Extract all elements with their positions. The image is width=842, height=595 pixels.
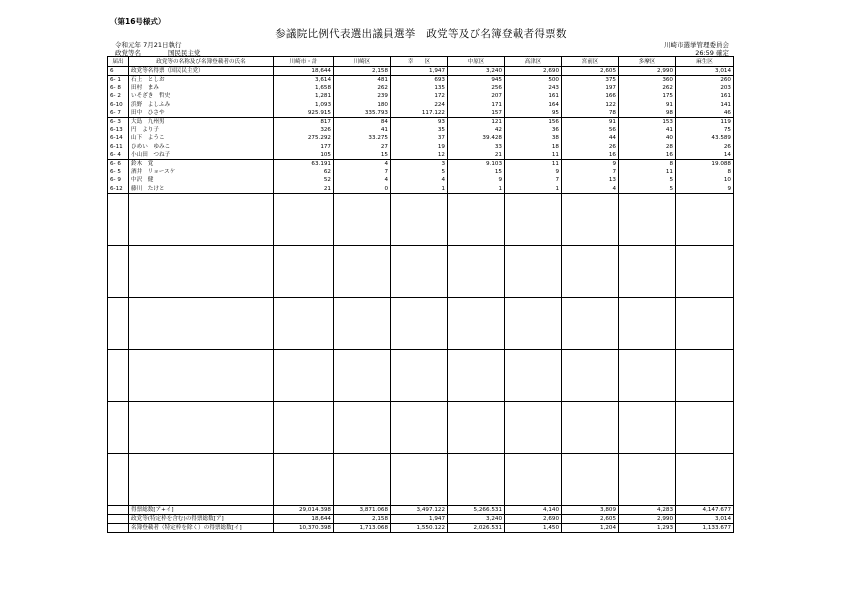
vote-count: 5 [619, 184, 676, 193]
blank-cell [505, 401, 562, 453]
vote-count: 15 [448, 168, 505, 176]
row-name: 政党等名得票（国民民主党） [129, 67, 274, 76]
blank-cell [274, 297, 334, 349]
vote-count: 2,990 [619, 514, 676, 523]
vote-count: 12 [391, 151, 448, 160]
document-title: 参議院比例代表選出議員選挙 政党等及び名簿登載者得票数 [275, 28, 567, 40]
blank-cell [274, 245, 334, 297]
row-name: 浜野 よしふみ [129, 101, 274, 109]
blank-cell [129, 349, 274, 401]
vote-count: 3,240 [448, 514, 505, 523]
party-name: 国民民主党 [168, 49, 201, 57]
party-row [108, 67, 734, 76]
form-number: （第16号様式） [110, 17, 166, 26]
vote-count: 3,240 [448, 67, 505, 76]
vote-count: 4 [391, 176, 448, 184]
row-number: 6- 4 [108, 151, 129, 160]
vote-count: 1,658 [274, 84, 334, 92]
vote-count: 38 [505, 134, 562, 142]
candidate-row [108, 117, 734, 126]
blank-cell [676, 297, 734, 349]
blank-cell [505, 193, 562, 245]
vote-count: 161 [505, 92, 562, 100]
vote-count: 5,266.531 [448, 505, 505, 514]
confirmed-time: 26:59 確定 [695, 49, 729, 57]
blank-cell [505, 349, 562, 401]
blank-cell [274, 193, 334, 245]
header-district: 多摩区 [619, 57, 676, 67]
blank-cell [391, 349, 448, 401]
vote-count: 16 [562, 151, 619, 160]
blank-cell [334, 297, 391, 349]
row-number [108, 505, 129, 514]
vote-count: 335.793 [334, 109, 391, 118]
vote-count: 15 [334, 151, 391, 160]
vote-count: 8 [676, 168, 734, 176]
row-name: 田村 まみ [129, 84, 274, 92]
vote-count: 3,871.068 [334, 505, 391, 514]
vote-count: 1,204 [562, 523, 619, 532]
candidate-row [108, 101, 734, 109]
vote-count: 117.122 [391, 109, 448, 118]
vote-count: 33.275 [334, 134, 391, 142]
vote-count: 33 [448, 143, 505, 151]
vote-count: 21 [448, 151, 505, 160]
blank-cell [391, 401, 448, 453]
vote-count: 817 [274, 117, 334, 126]
vote-count: 5 [619, 176, 676, 184]
row-name: いそざき 哲史 [129, 92, 274, 100]
vote-count: 375 [562, 76, 619, 85]
total-row [108, 505, 734, 514]
blank-cell [562, 401, 619, 453]
blank-cell [274, 453, 334, 505]
vote-count: 44 [562, 134, 619, 142]
vote-count: 37 [391, 134, 448, 142]
vote-count: 13 [562, 176, 619, 184]
blank-cell [448, 297, 505, 349]
vote-count: 2,158 [334, 67, 391, 76]
blank-cell [562, 297, 619, 349]
row-number: 6- 8 [108, 84, 129, 92]
vote-count: 7 [505, 176, 562, 184]
vote-count: 7 [562, 168, 619, 176]
row-number [108, 523, 129, 532]
blank-cell [108, 245, 129, 297]
blank-cell [562, 349, 619, 401]
vote-count: 4,147.677 [676, 505, 734, 514]
vote-count: 98 [619, 109, 676, 118]
vote-count: 1,293 [619, 523, 676, 532]
blank-cell [676, 349, 734, 401]
vote-count: 1,947 [391, 514, 448, 523]
vote-count: 224 [391, 101, 448, 109]
blank-cell [129, 245, 274, 297]
party-label: 政党等名 [115, 49, 141, 57]
vote-count: 3,014 [676, 67, 734, 76]
candidate-row [108, 151, 734, 160]
row-name: 大島 九州男 [129, 117, 274, 126]
vote-count: 4,283 [619, 505, 676, 514]
blank-cell [676, 453, 734, 505]
blank-cell [448, 245, 505, 297]
blank-cell [505, 453, 562, 505]
vote-count: 21 [274, 184, 334, 193]
vote-count: 29,014.398 [274, 505, 334, 514]
vote-count: 40 [619, 134, 676, 142]
vote-count: 9.103 [448, 159, 505, 168]
blank-cell [108, 297, 129, 349]
vote-count: 1,093 [274, 101, 334, 109]
vote-count: 35 [391, 126, 448, 134]
header-no: 届出 [108, 57, 129, 67]
row-name: 石上 としお [129, 76, 274, 85]
blank-cell [334, 349, 391, 401]
header-district: 高津区 [505, 57, 562, 67]
row-number: 6- 3 [108, 117, 129, 126]
vote-count: 157 [448, 109, 505, 118]
blank-cell [108, 193, 129, 245]
vote-count: 3,014 [676, 514, 734, 523]
vote-count: 14 [676, 151, 734, 160]
candidate-row [108, 126, 734, 134]
blank-cell [448, 193, 505, 245]
vote-count: 693 [391, 76, 448, 85]
vote-count: 945 [448, 76, 505, 85]
vote-count: 5 [391, 168, 448, 176]
candidate-row [108, 134, 734, 142]
row-number: 6- 6 [108, 159, 129, 168]
row-number: 6-14 [108, 134, 129, 142]
row-name: 山下 ようこ [129, 134, 274, 142]
election-date: 令和元年 7月21日執行 [115, 41, 182, 49]
blank-cell [129, 297, 274, 349]
vote-count: 1,550.122 [391, 523, 448, 532]
vote-count: 2,605 [562, 514, 619, 523]
vote-count: 175 [619, 92, 676, 100]
row-number: 6- 1 [108, 76, 129, 85]
blank-cell [448, 453, 505, 505]
vote-count: 95 [505, 109, 562, 118]
blank-row [108, 297, 734, 349]
candidate-row [108, 184, 734, 193]
vote-count: 1,133.677 [676, 523, 734, 532]
blank-cell [129, 401, 274, 453]
vote-count: 260 [676, 76, 734, 85]
vote-count: 135 [391, 84, 448, 92]
vote-count: 56 [562, 126, 619, 134]
blank-cell [391, 297, 448, 349]
blank-cell [676, 245, 734, 297]
vote-count: 78 [562, 109, 619, 118]
blank-row [108, 245, 734, 297]
header-district: 川崎区 [334, 57, 391, 67]
vote-count: 9 [676, 184, 734, 193]
blank-cell [129, 453, 274, 505]
blank-cell [619, 349, 676, 401]
vote-count: 500 [505, 76, 562, 85]
vote-count: 1,450 [505, 523, 562, 532]
row-name: ひめい ゆみこ [129, 143, 274, 151]
blank-cell [619, 193, 676, 245]
blank-cell [619, 401, 676, 453]
blank-row [108, 349, 734, 401]
vote-count: 1,947 [391, 67, 448, 76]
vote-count: 84 [334, 117, 391, 126]
blank-cell [619, 297, 676, 349]
candidate-row [108, 76, 734, 85]
vote-count: 0 [334, 184, 391, 193]
vote-count: 122 [562, 101, 619, 109]
total-row [108, 523, 734, 532]
vote-count: 262 [619, 84, 676, 92]
candidate-row [108, 159, 734, 168]
vote-count: 243 [505, 84, 562, 92]
row-number: 6-13 [108, 126, 129, 134]
vote-count: 63.191 [274, 159, 334, 168]
vote-count: 2,690 [505, 67, 562, 76]
total-row [108, 514, 734, 523]
blank-cell [108, 453, 129, 505]
vote-count: 11 [505, 159, 562, 168]
committee-name: 川崎市選挙管理委員会 [664, 41, 729, 49]
row-number: 6- 9 [108, 176, 129, 184]
vote-count: 18,644 [274, 514, 334, 523]
vote-count: 75 [676, 126, 734, 134]
blank-cell [391, 193, 448, 245]
row-name: 円 より子 [129, 126, 274, 134]
vote-table [107, 56, 734, 533]
vote-count: 43.589 [676, 134, 734, 142]
vote-count: 2,158 [334, 514, 391, 523]
blank-cell [108, 349, 129, 401]
vote-count: 91 [562, 117, 619, 126]
vote-count: 275.292 [274, 134, 334, 142]
vote-count: 19 [391, 143, 448, 151]
candidate-row [108, 168, 734, 176]
vote-count: 26 [676, 143, 734, 151]
row-number: 6- 2 [108, 92, 129, 100]
vote-count: 180 [334, 101, 391, 109]
vote-count: 11 [619, 168, 676, 176]
vote-count: 2,990 [619, 67, 676, 76]
header-district: 宮前区 [562, 57, 619, 67]
vote-count: 164 [505, 101, 562, 109]
blank-cell [334, 401, 391, 453]
vote-count: 2,026.531 [448, 523, 505, 532]
blank-cell [505, 297, 562, 349]
blank-cell [562, 453, 619, 505]
vote-count: 1,281 [274, 92, 334, 100]
vote-count: 121 [448, 117, 505, 126]
row-name: 鈴木 覚 [129, 159, 274, 168]
row-number: 6-12 [108, 184, 129, 193]
vote-count: 9 [505, 168, 562, 176]
vote-count: 3 [391, 159, 448, 168]
vote-count: 119 [676, 117, 734, 126]
vote-count: 41 [334, 126, 391, 134]
blank-cell [274, 349, 334, 401]
blank-row [108, 401, 734, 453]
row-name: 名簿登載者（特定枠を除く）の得票総数[イ] [129, 523, 274, 532]
vote-count: 4 [562, 184, 619, 193]
blank-cell [676, 401, 734, 453]
vote-count: 8 [619, 159, 676, 168]
row-name: 藤川 たけと [129, 184, 274, 193]
header-district: 幸 区 [391, 57, 448, 67]
row-name: 中沢 健 [129, 176, 274, 184]
row-name: 政党等(特定枠を含む)の得票総数[ア] [129, 514, 274, 523]
row-number: 6- 5 [108, 168, 129, 176]
vote-count: 4,140 [505, 505, 562, 514]
candidate-row [108, 176, 734, 184]
blank-row [108, 193, 734, 245]
vote-count: 197 [562, 84, 619, 92]
vote-count: 18,644 [274, 67, 334, 76]
vote-count: 1 [391, 184, 448, 193]
vote-count: 16 [619, 151, 676, 160]
vote-count: 62 [274, 168, 334, 176]
vote-count: 161 [676, 92, 734, 100]
blank-cell [334, 193, 391, 245]
vote-count: 239 [334, 92, 391, 100]
vote-count: 46 [676, 109, 734, 118]
vote-count: 18 [505, 143, 562, 151]
vote-count: 26 [562, 143, 619, 151]
vote-count: 36 [505, 126, 562, 134]
row-number: 6-11 [108, 143, 129, 151]
vote-count: 262 [334, 84, 391, 92]
blank-cell [448, 401, 505, 453]
vote-count: 19.088 [676, 159, 734, 168]
row-name: 田中 ひさや [129, 109, 274, 118]
vote-count: 27 [334, 143, 391, 151]
row-number: 6- 7 [108, 109, 129, 118]
row-name: 小山田 つね子 [129, 151, 274, 160]
blank-row [108, 453, 734, 505]
vote-count: 39.428 [448, 134, 505, 142]
vote-count: 11 [505, 151, 562, 160]
vote-count: 156 [505, 117, 562, 126]
vote-count: 52 [274, 176, 334, 184]
vote-count: 141 [676, 101, 734, 109]
vote-count: 9 [562, 159, 619, 168]
vote-count: 91 [619, 101, 676, 109]
vote-count: 481 [334, 76, 391, 85]
vote-count: 93 [391, 117, 448, 126]
header-district: 麻生区 [676, 57, 734, 67]
vote-count: 1,713.068 [334, 523, 391, 532]
blank-cell [619, 245, 676, 297]
vote-count: 1 [505, 184, 562, 193]
blank-cell [129, 193, 274, 245]
vote-count: 41 [619, 126, 676, 134]
blank-cell [274, 401, 334, 453]
blank-cell [562, 245, 619, 297]
header-row [108, 57, 734, 67]
blank-cell [562, 193, 619, 245]
candidate-row [108, 84, 734, 92]
header-name: 政党等の名称及び名簿登載者の氏名 [129, 57, 274, 67]
vote-count: 42 [448, 126, 505, 134]
blank-cell [505, 245, 562, 297]
header-district: 中原区 [448, 57, 505, 67]
vote-count: 925.915 [274, 109, 334, 118]
blank-cell [391, 453, 448, 505]
vote-count: 4 [334, 176, 391, 184]
vote-count: 153 [619, 117, 676, 126]
vote-count: 177 [274, 143, 334, 151]
vote-count: 9 [448, 176, 505, 184]
vote-count: 105 [274, 151, 334, 160]
blank-cell [391, 245, 448, 297]
row-number: 6 [108, 67, 129, 76]
blank-cell [334, 245, 391, 297]
vote-count: 166 [562, 92, 619, 100]
vote-count: 171 [448, 101, 505, 109]
vote-count: 2,690 [505, 514, 562, 523]
candidate-row [108, 109, 734, 118]
vote-count: 256 [448, 84, 505, 92]
vote-count: 360 [619, 76, 676, 85]
row-name: 得票総数[ア+イ] [129, 505, 274, 514]
blank-cell [108, 401, 129, 453]
vote-count: 10 [676, 176, 734, 184]
row-number [108, 514, 129, 523]
header-district: 川崎市・計 [274, 57, 334, 67]
vote-count: 7 [334, 168, 391, 176]
vote-count: 2,605 [562, 67, 619, 76]
vote-count: 10,370.398 [274, 523, 334, 532]
vote-count: 207 [448, 92, 505, 100]
vote-count: 203 [676, 84, 734, 92]
row-number: 6-10 [108, 101, 129, 109]
blank-cell [619, 453, 676, 505]
row-name: 酒井 リョースケ [129, 168, 274, 176]
vote-count: 326 [274, 126, 334, 134]
vote-count: 1 [448, 184, 505, 193]
blank-cell [448, 349, 505, 401]
candidate-row [108, 143, 734, 151]
vote-count: 3,497.122 [391, 505, 448, 514]
vote-count: 172 [391, 92, 448, 100]
vote-count: 3,614 [274, 76, 334, 85]
blank-cell [676, 193, 734, 245]
vote-count: 28 [619, 143, 676, 151]
vote-count: 3,809 [562, 505, 619, 514]
vote-count: 4 [334, 159, 391, 168]
blank-cell [334, 453, 391, 505]
candidate-row [108, 92, 734, 100]
